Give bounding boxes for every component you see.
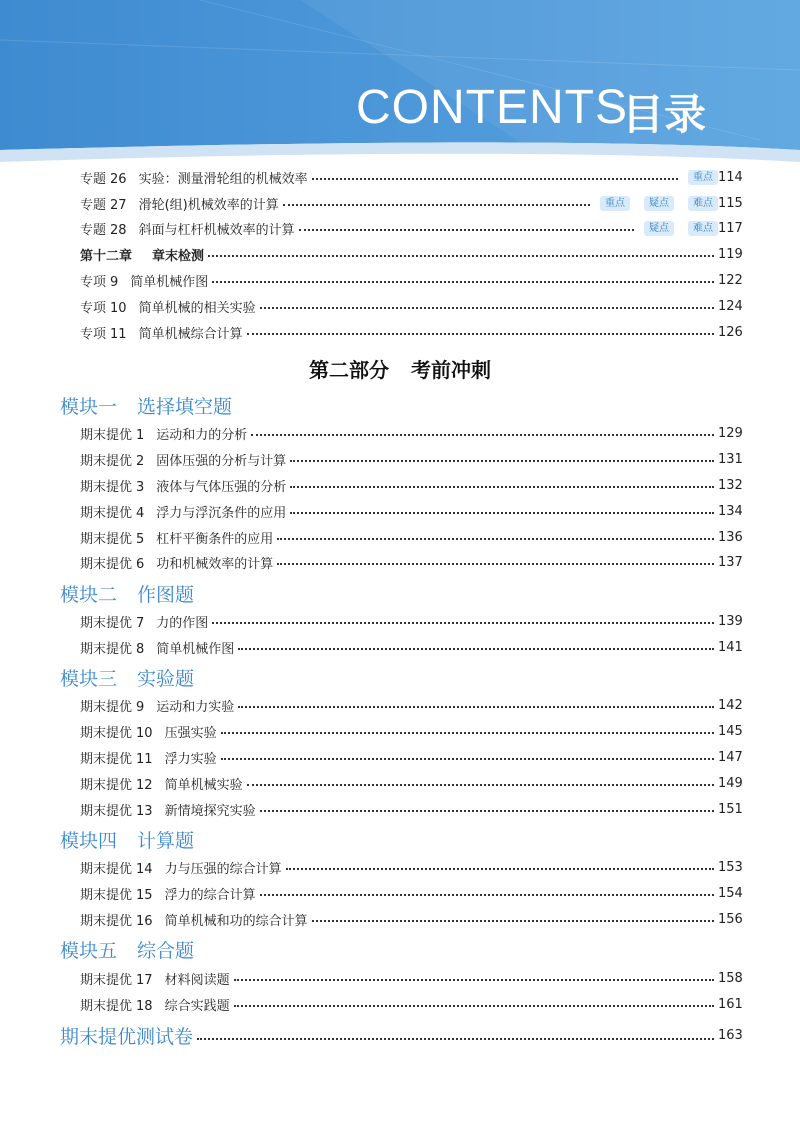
module-heading	[60, 664, 194, 691]
page-number: 129	[718, 425, 743, 441]
toc-entry[interactable]	[80, 994, 742, 1014]
toc-entry[interactable]	[80, 552, 742, 572]
entry-label-text: 期末提优	[80, 699, 133, 715]
dot-leader	[221, 750, 714, 760]
module-name: 模块一	[60, 396, 118, 418]
entry-title: 综合实践题	[164, 998, 230, 1014]
page-number: 124	[718, 298, 743, 314]
entry-label	[80, 638, 144, 657]
entry-label-text: 期末提优	[80, 479, 133, 495]
entry-title: 滑轮(组)机械效率的计算	[138, 197, 279, 213]
dot-leader	[290, 478, 714, 488]
module-heading	[60, 936, 194, 963]
entry-number: 9	[136, 699, 145, 715]
toc-entry[interactable]	[80, 747, 742, 767]
entry-title: 浮力的综合计算	[164, 887, 256, 903]
entry-number: 4	[136, 505, 145, 521]
toc-entry[interactable]	[80, 909, 742, 929]
page-number: 141	[718, 639, 743, 655]
entry-label	[80, 800, 153, 819]
entry-number: 11	[110, 326, 127, 342]
entry-number: 5	[136, 531, 145, 547]
dot-leader	[277, 530, 714, 540]
entry-label-text: 专题	[80, 171, 107, 187]
toc-entry[interactable]	[80, 611, 742, 631]
entry-label-text: 专项	[80, 274, 107, 290]
module-heading	[60, 580, 194, 607]
dot-leader	[212, 614, 714, 624]
contents-title-en: CONTENTS	[356, 81, 628, 134]
dot-leader	[299, 221, 634, 231]
tag-badge: 疑点	[644, 221, 674, 236]
entry-number: 26	[110, 171, 127, 187]
entry-label	[80, 553, 144, 572]
page-number: 142	[718, 697, 743, 713]
entry-label	[80, 722, 153, 741]
entry-number: 27	[110, 197, 127, 213]
entry-label	[80, 476, 144, 495]
entry-title: 简单机械作图	[130, 274, 209, 290]
dot-leader	[290, 452, 714, 462]
entry-label-text: 期末提优	[80, 913, 133, 929]
entry-label	[80, 969, 153, 988]
dot-leader	[247, 325, 714, 335]
entry-label	[80, 450, 144, 469]
entry-title: 新情境探究实验	[164, 803, 256, 819]
entry-title: 力与压强的综合计算	[164, 861, 282, 877]
entry-label-text: 期末提优	[80, 427, 133, 443]
page-number: 131	[718, 451, 743, 467]
part-two-label: 第二部分	[309, 358, 389, 382]
tag-badge: 重点	[600, 196, 630, 211]
final-exam-entry[interactable]	[60, 1022, 742, 1048]
entry-label	[80, 858, 153, 877]
entry-title: 杠杆平衡条件的应用	[156, 531, 274, 547]
entry-label	[80, 995, 153, 1014]
contents-title-zh: 目录	[622, 90, 707, 139]
dot-leader	[247, 776, 714, 786]
entry-title: 固体压强的分析与计算	[156, 453, 287, 469]
toc-entry[interactable]	[80, 475, 742, 495]
entry-label-text: 专项	[80, 326, 107, 342]
toc-entry[interactable]	[80, 527, 742, 547]
dot-leader	[260, 299, 714, 309]
entry-label	[80, 219, 127, 238]
entry-label-text: 专项	[80, 300, 107, 316]
toc-entry[interactable]	[80, 193, 742, 213]
entry-number: 1	[136, 427, 145, 443]
page-number: 154	[718, 885, 743, 901]
entry-title: 浮力与浮沉条件的应用	[156, 505, 287, 521]
dot-leader	[221, 724, 714, 734]
entry-number: 16	[136, 913, 153, 929]
entry-label-text: 期末提优	[80, 998, 133, 1014]
module-title: 计算题	[137, 830, 195, 852]
entry-label-text: 期末提优	[80, 972, 133, 988]
page-number: 158	[718, 970, 743, 986]
toc-entry[interactable]	[80, 695, 742, 715]
entry-label	[80, 774, 153, 793]
tag-badge: 难点	[688, 196, 718, 211]
module-name: 模块二	[60, 584, 118, 606]
entry-number: 8	[136, 641, 145, 657]
entry-title: 材料阅读题	[164, 972, 230, 988]
entry-label	[80, 297, 127, 316]
module-title: 作图题	[137, 584, 195, 606]
entry-label	[80, 528, 144, 547]
entry-title: 简单机械实验	[164, 777, 243, 793]
entry-number: 6	[136, 556, 145, 572]
entry-title: 运动和力实验	[156, 699, 235, 715]
entry-label	[80, 884, 153, 903]
entry-label-text: 期末提优	[80, 725, 133, 741]
page-number: 114	[718, 169, 743, 185]
entry-number: 2	[136, 453, 145, 469]
entry-title: 压强实验	[164, 725, 217, 741]
entry-label	[80, 696, 144, 715]
entry-label-text: 期末提优	[80, 531, 133, 547]
dot-leader	[238, 640, 714, 650]
page-number: 145	[718, 723, 743, 739]
module-title: 实验题	[137, 668, 195, 690]
entry-label-text: 期末提优	[80, 615, 133, 631]
module-heading	[60, 392, 232, 419]
page-number: 134	[718, 503, 743, 519]
page-number: 151	[718, 801, 743, 817]
entry-label-text: 期末提优	[80, 453, 133, 469]
page-number: 136	[718, 529, 743, 545]
entry-title: 功和机械效率的计算	[156, 556, 274, 572]
toc-entry[interactable]	[80, 968, 742, 988]
entry-label-text: 专题	[80, 197, 107, 213]
toc-entry[interactable]	[80, 270, 742, 290]
entry-title: 简单机械的相关实验	[138, 300, 256, 316]
entry-number: 15	[136, 887, 153, 903]
entry-label-text: 第十二章	[80, 248, 133, 264]
entry-number: 12	[136, 777, 153, 793]
entry-label-text: 期末提优	[80, 751, 133, 767]
dot-leader	[312, 912, 714, 922]
module-heading	[60, 826, 194, 853]
page-number: 126	[718, 324, 743, 340]
entry-number: 10	[110, 300, 127, 316]
page-number: 132	[718, 477, 743, 493]
toc-entry[interactable]	[80, 322, 742, 342]
entry-label-text: 期末提优	[80, 505, 133, 521]
entry-label-text: 期末提优	[80, 641, 133, 657]
entry-label	[80, 323, 127, 342]
dot-leader	[251, 426, 714, 436]
page-number: 139	[718, 613, 743, 629]
module-name: 模块三	[60, 668, 118, 690]
page-number: 119	[718, 246, 743, 262]
toc-entry[interactable]	[80, 857, 742, 877]
entry-title: 力的作图	[156, 615, 209, 631]
entry-title: 简单机械综合计算	[138, 326, 243, 342]
entry-label-text: 期末提优	[80, 861, 133, 877]
entry-label	[80, 168, 127, 187]
entry-number: 9	[110, 274, 119, 290]
entry-label	[80, 271, 118, 290]
entry-title: 章末检测	[152, 248, 205, 264]
entry-label-text: 期末提优	[80, 803, 133, 819]
dot-leader	[234, 971, 714, 981]
entry-label	[80, 612, 144, 631]
entry-title: 运动和力的分析	[156, 427, 248, 443]
entry-label	[80, 748, 153, 767]
entry-number: 17	[136, 972, 153, 988]
tag-badge: 难点	[688, 221, 718, 236]
toc-entry[interactable]	[80, 423, 742, 443]
tag-badge: 重点	[688, 170, 718, 185]
entry-label-text: 期末提优	[80, 556, 133, 572]
entry-label	[80, 194, 127, 213]
module-name: 模块五	[60, 940, 118, 962]
contents-header	[0, 0, 800, 170]
page-number: 122	[718, 272, 743, 288]
dot-leader	[260, 802, 714, 812]
entry-number: 28	[110, 222, 127, 238]
tag-badge: 疑点	[644, 196, 674, 211]
entry-number: 13	[136, 803, 153, 819]
entry-title: 实验：测量滑轮组的机械效率	[138, 171, 308, 187]
dot-leader	[312, 170, 678, 180]
entry-title: 浮力实验	[164, 751, 217, 767]
toc-entry[interactable]	[80, 637, 742, 657]
module-title: 选择填空题	[137, 396, 233, 418]
entry-label-text: 期末提优	[80, 777, 133, 793]
module-title: 综合题	[137, 940, 195, 962]
final-exam-title: 期末提优测试卷	[60, 1025, 194, 1048]
dot-leader	[212, 273, 714, 283]
page-number: 149	[718, 775, 743, 791]
dot-leader	[234, 997, 714, 1007]
dot-leader	[238, 698, 714, 708]
entry-number: 3	[136, 479, 145, 495]
page-number: 147	[718, 749, 743, 765]
dot-leader	[283, 196, 590, 206]
entry-title: 斜面与杠杆机械效率的计算	[138, 222, 295, 238]
dot-leader	[290, 504, 714, 514]
entry-number: 7	[136, 615, 145, 631]
toc-entry[interactable]	[80, 218, 742, 238]
toc-entry[interactable]	[80, 773, 742, 793]
toc-entry[interactable]	[80, 167, 742, 187]
module-name: 模块四	[60, 830, 118, 852]
toc-entry[interactable]	[80, 721, 742, 741]
dot-leader	[286, 860, 714, 870]
toc-entry[interactable]	[80, 883, 742, 903]
entry-number: 11	[136, 751, 153, 767]
dot-leader	[208, 247, 714, 257]
toc-entry[interactable]	[80, 296, 742, 316]
entry-number: 10	[136, 725, 153, 741]
page-number: 115	[718, 195, 743, 211]
entry-label	[80, 910, 153, 929]
entry-title: 液体与气体压强的分析	[156, 479, 287, 495]
page-number: 156	[718, 911, 743, 927]
part-two-name: 考前冲刺	[411, 358, 491, 382]
entry-title: 简单机械作图	[156, 641, 235, 657]
dot-leader	[197, 1026, 714, 1040]
toc-entry[interactable]	[80, 799, 742, 819]
dot-leader	[277, 555, 714, 565]
entry-label-text: 期末提优	[80, 887, 133, 903]
entry-number: 18	[136, 998, 153, 1014]
page-number: 137	[718, 554, 743, 570]
entry-title: 简单机械和功的综合计算	[164, 913, 308, 929]
entry-label	[80, 424, 144, 443]
part-two-heading	[0, 354, 800, 383]
toc-entry[interactable]	[80, 449, 742, 469]
page-number: 163	[718, 1027, 743, 1043]
toc-entry[interactable]	[80, 501, 742, 521]
page-number: 161	[718, 996, 743, 1012]
dot-leader	[260, 886, 714, 896]
entry-label	[80, 502, 144, 521]
entry-label	[80, 245, 132, 264]
page-number: 153	[718, 859, 743, 875]
page-number: 117	[718, 220, 743, 236]
entry-label-text: 专题	[80, 222, 107, 238]
toc-entry[interactable]	[80, 244, 742, 264]
entry-number: 14	[136, 861, 153, 877]
